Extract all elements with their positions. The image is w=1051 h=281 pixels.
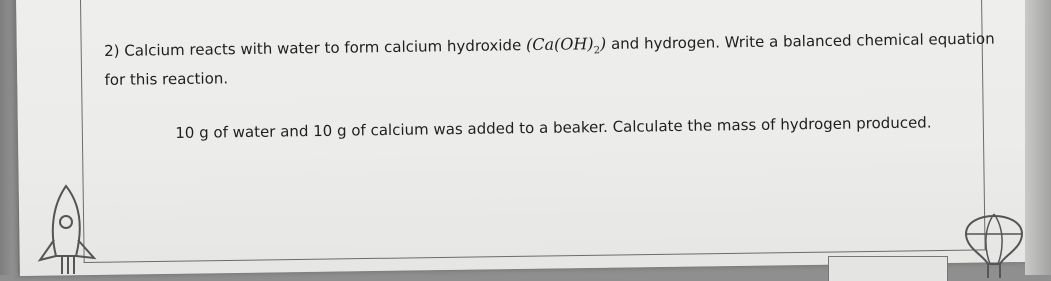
subquestion-text: 10 g of water and 10 g of calcium was added to a beaker. Calculate the mass of hydrogen produced. [175,113,932,143]
question-block [104,28,995,145]
question-number: 2) [104,41,120,60]
question-text-end: and hydrogen. Write a balanced chemical equation [610,29,995,53]
hot-air-balloon-icon [960,198,1030,278]
worksheet-bottom-tab [828,256,948,281]
rocket-icon [36,178,106,278]
question-text-start: Calcium reacts with water to form calcium hydroxide [124,36,522,60]
calcium-hydroxide-formula: $(Ca(OH)_2)$ [525,33,607,57]
photo-left-edge [0,0,18,275]
question-line-2: for this reaction. [104,69,229,90]
